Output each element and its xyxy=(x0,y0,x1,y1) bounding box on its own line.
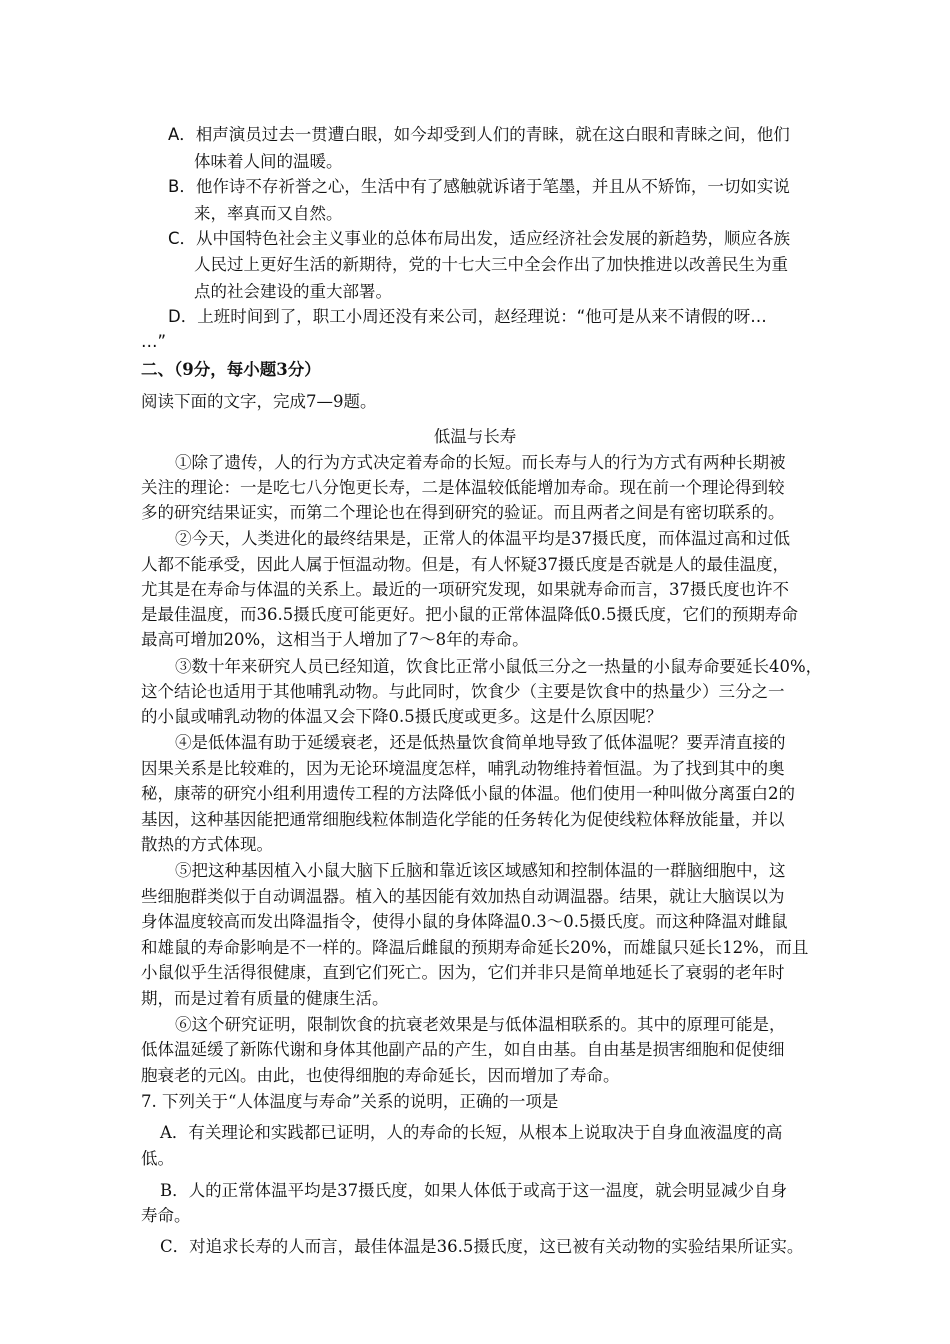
option-c-line-3: 点的社会建设的重大部署。 xyxy=(194,282,392,301)
paragraph-5-line-2: 些细胞群类似于自动调温器。植入的基因能有效加热自动调温器。结果，就让大脑误以为 xyxy=(141,887,785,906)
section-instruction: 阅读下面的文字，完成7—9题。 xyxy=(141,392,377,411)
paragraph-4-line-2: 因果关系是比较难的，因为无论环境温度怎样，哺乳动物维持着恒温。为了找到其中的奥 xyxy=(141,759,785,778)
paragraph-3-line-1: ③数十年来研究人员已经知道，饮食比正常小鼠低三分之一热量的小鼠寿命要延长40%， xyxy=(175,657,823,676)
option-b-line-2: 来，率真而又自然。 xyxy=(194,204,343,223)
paragraph-4-line-4: 基因，这种基因能把通常细胞线粒体制造化学能的任务转化为促使线粒体释放能量，并以 xyxy=(141,810,785,829)
paragraph-6-line-2: 低体温延缓了新陈代谢和身体其他副产品的产生，如自由基。自由基是损害细胞和促使细 xyxy=(141,1040,785,1059)
paragraph-5-line-5: 小鼠似乎生活得很健康，直到它们死亡。因为，它们并非只是简单地延长了衰弱的老年时 xyxy=(141,963,785,982)
paragraph-2-line-3: 尤其是在寿命与体温的关系上。最近的一项研究发现，如果就寿命而言，37摄氏度也许不 xyxy=(141,580,789,599)
paragraph-2-line-4: 是最佳温度，而36.5摄氏度可能更好。把小鼠的正常体温降低0.5摄氏度，它们的预期寿命 xyxy=(141,605,798,624)
paragraph-4-line-5: 散热的方式体现。 xyxy=(141,835,273,854)
option-d-line-1: D．上班时间到了，职工小周还没有来公司，赵经理说：“他可是从来不请假的呀… xyxy=(168,307,767,326)
section-heading: 二、（9分，每小题3分） xyxy=(141,360,321,379)
option-b-line-1: B．他作诗不存祈誉之心，生活中有了感触就诉诸于笔墨，并且从不矫饰，一切如实说 xyxy=(168,177,790,196)
question-7-option-a-line-2: 低。 xyxy=(141,1149,174,1168)
article-title: 低温与长寿 xyxy=(433,427,517,446)
question-7-option-c-line-1: C．对追求长寿的人而言，最佳体温是36.5摄氏度，这已被有关动物的实验结果所证实。 xyxy=(160,1237,804,1256)
option-c-line-1: C．从中国特色社会主义事业的总体布局出发，适应经济社会发展的新趋势，顺应各族 xyxy=(168,229,791,248)
paragraph-5-line-4: 和雄鼠的寿命影响是不一样的。降温后雌鼠的预期寿命延长20%，而雄鼠只延长12%，而且 xyxy=(141,938,809,957)
paragraph-1-line-2: 关注的理论：一是吃七八分饱更长寿，二是体温较低能增加寿命。现在前一个理论得到较 xyxy=(141,478,785,497)
paragraph-3-line-3: 的小鼠或哺乳动物的体温又会下降0.5摄氏度或更多。这是什么原因呢？ xyxy=(141,707,663,726)
paragraph-2-line-2: 人都不能承受，因此人属于恒温动物。但是，有人怀疑37摄氏度是否就是人的最佳温度， xyxy=(141,555,789,574)
question-7-option-b-line-2: 寿命。 xyxy=(141,1206,191,1225)
option-a-line-1: A．相声演员过去一贯遭白眼，如今却受到人们的青睐，就在这白眼和青睐之间，他们 xyxy=(168,125,790,144)
paragraph-5-line-3: 身体温度较高而发出降温指令，使得小鼠的身体降温0.3～0.5摄氏度。而这种降温对雌鼠 xyxy=(141,912,788,931)
paragraph-1-line-3: 多的研究结果证实，而第二个理论也在得到研究的验证。而且两者之间是有密切联系的。 xyxy=(141,503,785,522)
paragraph-5-line-1: ⑤把这种基因植入小鼠大脑下丘脑和靠近该区域感知和控制体温的一群脑细胞中，这 xyxy=(175,861,786,880)
question-7-option-b-line-1: B．人的正常体温平均是37摄氏度，如果人体低于或高于这一温度，就会明显减少自身 xyxy=(160,1181,788,1200)
question-7-stem: 7. 下列关于“人体温度与寿命”关系的说明，正确的一项是 xyxy=(141,1092,559,1111)
paragraph-2-line-5: 最高可增加20%，这相当于人增加了7～8年的寿命。 xyxy=(141,630,529,649)
paragraph-3-line-2: 这个结论也适用于其他哺乳动物。与此同时，饮食少（主要是饮食中的热量少）三分之一 xyxy=(141,682,785,701)
option-a-line-2: 体味着人间的温暖。 xyxy=(194,152,343,171)
paragraph-6-line-1: ⑥这个研究证明，限制饮食的抗衰老效果是与低体温相联系的。其中的原理可能是， xyxy=(175,1015,786,1034)
question-7-option-a-line-1: A．有关理论和实践都已证明，人的寿命的长短，从根本上说取决于自身血液温度的高 xyxy=(160,1123,783,1142)
option-d-line-2: …” xyxy=(141,332,167,351)
option-c-line-2: 人民过上更好生活的新期待，党的十七大三中全会作出了加快推进以改善民生为重 xyxy=(194,255,788,274)
paragraph-4-line-1: ④是低体温有助于延缓衰老，还是低热量饮食简单地导致了低体温呢？要弄清直接的 xyxy=(175,733,786,752)
paragraph-4-line-3: 秘，康蒂的研究小组利用遗传工程的方法降低小鼠的体温。他们使用一种叫做分离蛋白2的 xyxy=(141,784,795,803)
paragraph-6-line-3: 胞衰老的元凶。由此，也使得细胞的寿命延长，因而增加了寿命。 xyxy=(141,1066,620,1085)
paragraph-1-line-1: ①除了遗传，人的行为方式决定着寿命的长短。而长寿与人的行为方式有两种长期被 xyxy=(175,453,786,472)
paragraph-5-line-6: 期，而是过着有质量的健康生活。 xyxy=(141,989,389,1008)
paragraph-2-line-1: ②今天，人类进化的最终结果是，正常人的体温平均是37摄氏度，而体温过高和过低 xyxy=(175,529,790,548)
